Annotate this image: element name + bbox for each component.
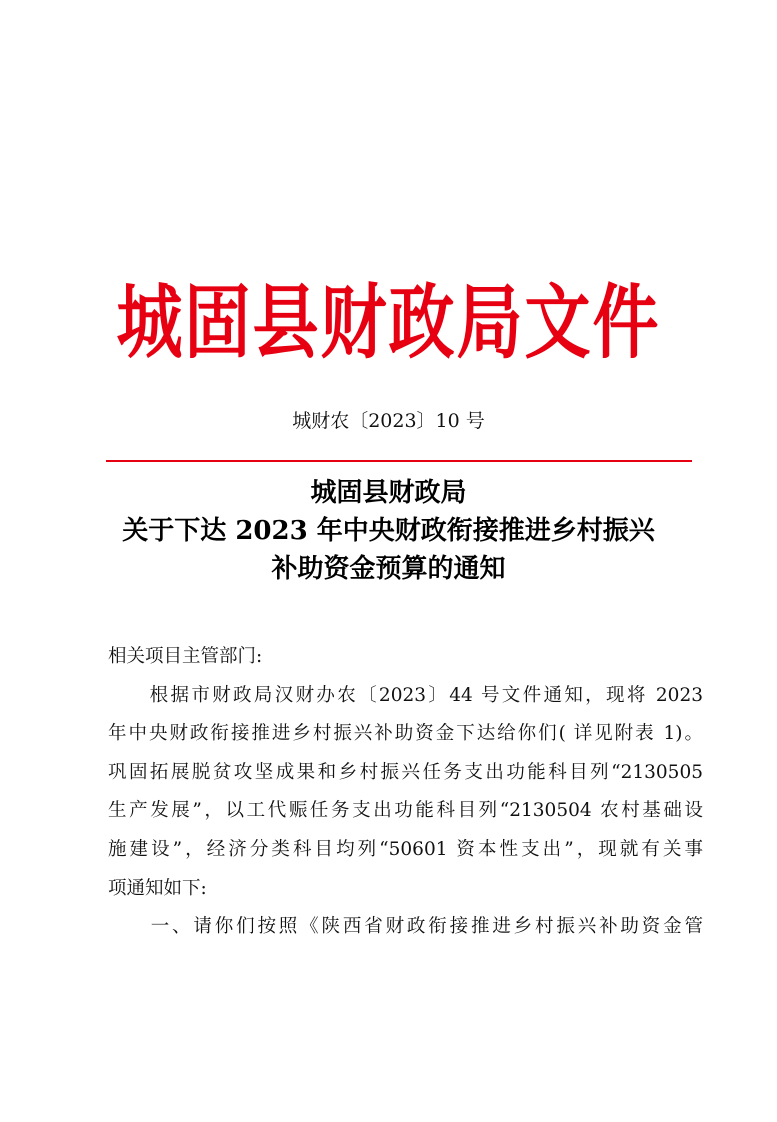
paragraph-line: 生产发展”，以工代赈任务支出功能科目列“2130504 农村基础设 [108, 800, 703, 822]
paragraph-line: 项通知如下: [108, 877, 207, 899]
notice-title-line-1: 城固县财政局 [310, 478, 467, 508]
document-number: 城财农〔2023〕10 号 [292, 410, 485, 432]
notice-title [0, 474, 777, 588]
paragraph-1 [108, 677, 703, 909]
notice-title-line-3: 补助资金预算的通知 [271, 554, 506, 584]
notice-title-line-2: 关于下达 2023 年中央财政衔接推进乡村振兴 [122, 516, 655, 546]
paragraph-line: 巩固拓展脱贫攻坚成果和乡村振兴任务支出功能科目列“2130505 [108, 761, 703, 783]
red-divider-line [106, 460, 692, 462]
paragraph-line: 年中央财政衔接推进乡村振兴补助资金下达给你们( 详见附表 1)。 [108, 723, 703, 745]
salutation: 相关项目主管部门: [108, 646, 263, 667]
paragraph-line: 一、请你们按照《陕西省财政衔接推进乡村振兴补助资金管 [108, 916, 703, 938]
paragraph-line: 施建设”，经济分类科目均列“50601 资本性支出”，现就有关事 [108, 838, 703, 860]
paragraph-2 [108, 908, 703, 947]
notice-body [108, 638, 703, 947]
paragraph-line: 根据市财政局汉财办农〔2023〕44 号文件通知，现将 2023 [108, 684, 703, 706]
document-header-title: 城固县财政局文件 [116, 275, 661, 371]
